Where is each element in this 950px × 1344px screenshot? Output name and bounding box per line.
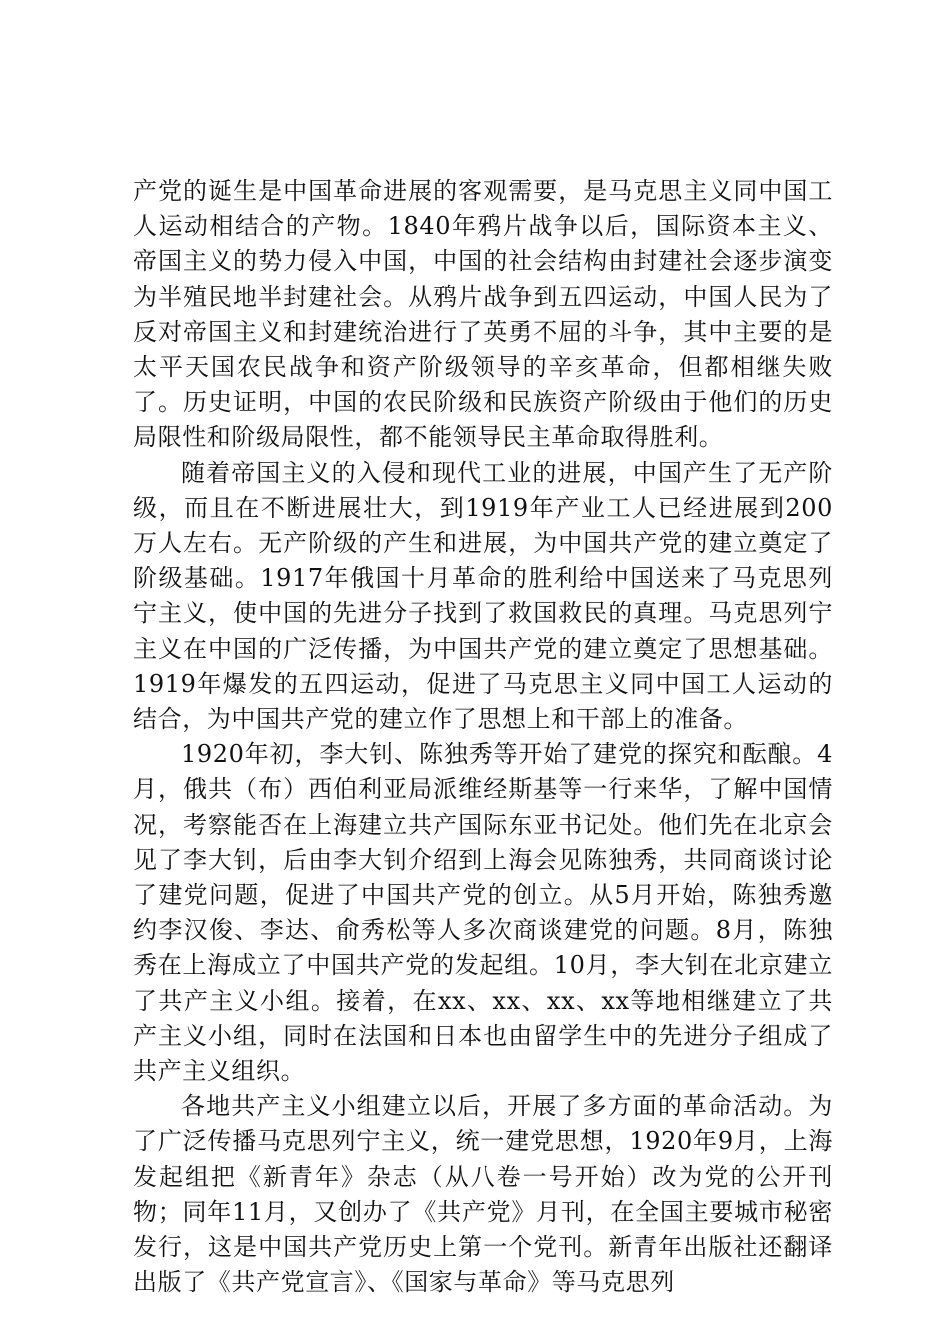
paragraph-2: 随着帝国主义的入侵和现代工业的进展，中国产生了无产阶级，而且在不断进展壮大，到1919年产业工人已经进展到200万人左右。无产阶级的产生和进展，为中国共产党的建立奠定了阶级基础。1917年俄国十月革命的胜利给中国送来了马克思列宁主义，使中国的先进分子找到了救国救民的真理。马克思列宁主义在中国的广泛传播，为中国共产党的建立奠定了思想基础。1919年爆发的五四运动，促进了马克思主义同中国工人运动的结合，为中国共产党的建立作了思想上和干部上的准备。 [133,458,833,734]
paragraph-4: 各地共产主义小组建立以后，开展了多方面的革命活动。为了广泛传播马克思列宁主义，统一建党思想，1920年9月，上海发起组把《新青年》杂志（从八卷一号开始）改为党的公开刊物；同年11月，又创办了《共产党》月刊，在全国主要城市秘密发行，这是中国共产党历史上第一个党刊。新青年出版社还翻译出版了《共产党宣言》、《国家与革命》等马克思列 [133,1092,833,1297]
document-body [133,174,833,1301]
paragraph-1: 产党的诞生是中国革命进展的客观需要，是马克思主义同中国工人运动相结合的产物。1840年鸦片战争以后，国际资本主义、帝国主义的势力侵入中国，中国的社会结构由封建社会逐步演变为半殖民地半封建社会。从鸦片战争到五四运动，中国人民为了反对帝国主义和封建统治进行了英勇不屈的斗争，其中主要的是太平天国农民战争和资产阶级领导的辛亥革命，但都相继失败了。历史证明，中国的农民阶级和民族资产阶级由于他们的历史局限性和阶级局限性，都不能领导民主革命取得胜利。 [133,177,833,452]
paragraph-3: 1920年初，李大钊、陈独秀等开始了建党的探究和酝酿。4月，俄共（布）西伯利亚局派维经斯基等一行来华，了解中国情况，考察能否在上海建立共产国际东亚书记处。他们先在北京会见了李大钊，后由李大钊介绍到上海会见陈独秀，共同商谈讨论了建党问题，促进了中国共产党的创立。从5月开始，陈独秀邀约李汉俊、李达、俞秀松等人多次商谈建党的问题。8月，陈独秀在上海成立了中国共产党的发起组。10月，李大钊在北京建立了共产主义小组。接着，在xx、xx、xx、xx等地相继建立了共产主义小组，同时在法国和日本也由留学生中的先进分子组成了共产主义组织。 [133,740,833,1086]
